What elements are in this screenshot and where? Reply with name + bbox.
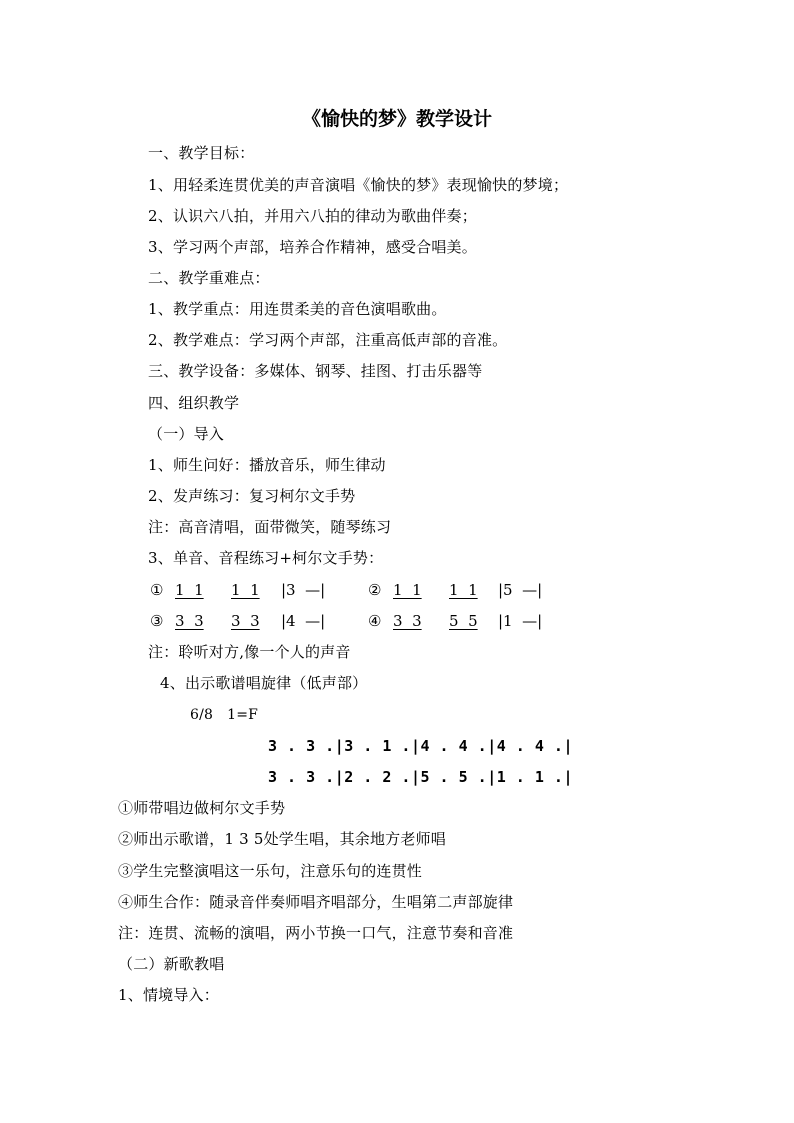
exercise-2-rest: |5 —|: [498, 581, 543, 599]
intro-step-3: 3、单音、音程练习+柯尔文手势：: [148, 549, 384, 567]
intro-step-4: 4、出示歌谱唱旋律（低声部）: [160, 674, 368, 692]
exercise-1-rest: |3 —|: [281, 581, 326, 599]
subsection-intro-heading: （一）导入: [148, 425, 225, 443]
exercise-1-number: ①: [150, 581, 164, 599]
objective-2: 2、认识六八拍，并用六八拍的律动为歌曲伴奏；: [148, 207, 477, 225]
section-objectives-heading: 一、教学目标：: [148, 144, 255, 162]
activity-1: ①师带唱边做柯尔文手势: [118, 799, 286, 817]
notation-row-2: 3 . 3 .|2 . 2 .|5 . 5 .|1 . 1 .|: [268, 768, 573, 786]
exercise-3-group-b: 3 3: [231, 612, 260, 630]
exercise-2-group-b: 1 1: [449, 581, 478, 599]
objective-1: 1、用轻柔连贯优美的声音演唱《愉快的梦》表现愉快的梦境；: [148, 176, 569, 194]
intro-step-2: 2、发声练习：复习柯尔文手势: [148, 487, 356, 505]
exercise-4-group-b: 5 5: [449, 612, 478, 630]
subsection-new-song-heading: （二）新歌教唱: [118, 955, 225, 973]
key-point-2: 2、教学难点：学习两个声部，注重高低声部的音准。: [148, 331, 508, 349]
activity-2: ②师出示歌谱，1 3 5处学生唱，其余地方老师唱: [118, 830, 446, 848]
exercise-4-group-a: 3 3: [393, 612, 422, 630]
exercise-1-group-a: 1 1: [175, 581, 204, 599]
activity-4: ④师生合作：随录音伴奏师唱齐唱部分，生唱第二声部旋律: [118, 893, 514, 911]
section-organization-heading: 四、组织教学: [148, 394, 240, 412]
exercise-3-group-a: 3 3: [175, 612, 204, 630]
objective-3: 3、学习两个声部，培养合作精神，感受合唱美。: [148, 238, 477, 256]
time-key-signature: 6/8 1=F: [190, 707, 259, 723]
section-key-points-heading: 二、教学重难点：: [148, 269, 270, 287]
exercise-2-number: ②: [368, 581, 382, 599]
exercise-1-group-b: 1 1: [231, 581, 260, 599]
note-3: 注：连贯、流畅的演唱，两小节换一口气，注意节奏和音准: [118, 924, 514, 942]
intro-step-1: 1、师生问好：播放音乐，师生律动: [148, 456, 386, 474]
section-equipment: 三、教学设备：多媒体、钢琴、挂图、打击乐器等: [148, 362, 483, 380]
new-song-step-1: 1、情境导入：: [118, 986, 219, 1004]
exercise-3-number: ③: [150, 612, 164, 630]
exercise-3-rest: |4 —|: [281, 612, 326, 630]
note-1: 注：高音清唱，面带微笑，随琴练习: [148, 518, 392, 536]
exercise-4-rest: |1 —|: [498, 612, 543, 630]
exercise-4-number: ④: [368, 612, 382, 630]
document-title: 《愉快的梦》教学设计: [301, 108, 492, 130]
key-point-1: 1、教学重点：用连贯柔美的音色演唱歌曲。: [148, 300, 447, 318]
note-2: 注：聆听对方,像一个人的声音: [148, 643, 351, 661]
activity-3: ③学生完整演唱这一乐句，注意乐句的连贯性: [118, 862, 423, 880]
exercise-2-group-a: 1 1: [393, 581, 422, 599]
notation-row-1: 3 . 3 .|3 . 1 .|4 . 4 .|4 . 4 .|: [268, 737, 573, 755]
